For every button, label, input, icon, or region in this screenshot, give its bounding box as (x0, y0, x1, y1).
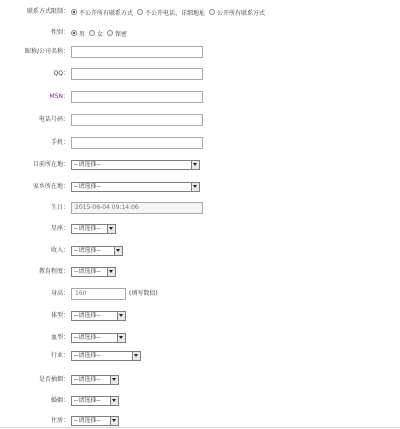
industry-label: 行业： (50, 352, 69, 359)
contact-option-hide-all-label[interactable]: 不公开所有联系方式 (79, 9, 134, 17)
income-select-value: --请选择-- (74, 247, 101, 254)
hometown-row (0, 180, 400, 194)
nickname-label: 昵称/公司名称： (24, 48, 69, 55)
mobile-row (0, 136, 400, 150)
current-location-select[interactable] (71, 160, 200, 170)
height-row (0, 287, 400, 301)
phone-input[interactable] (71, 114, 203, 126)
contact-option-public-all-label[interactable]: 公开所有联系方式 (217, 9, 266, 17)
income-label: 收入： (50, 247, 69, 254)
chevron-down-icon[interactable] (117, 312, 125, 320)
height-hint: (填写数值) (129, 290, 158, 297)
blood-type-label: 血型： (50, 334, 69, 341)
income-row (0, 244, 400, 258)
chevron-down-icon[interactable] (132, 352, 140, 360)
height-input[interactable]: 160 (71, 288, 126, 300)
current-location-select-value: --请选择-- (74, 161, 101, 168)
gender-row (0, 26, 400, 40)
housing-select-value: --请选择-- (74, 417, 101, 424)
education-select-value: --请选择-- (74, 268, 101, 275)
contact-option-public-all-radio[interactable] (209, 9, 215, 15)
blood-type-row (0, 331, 400, 345)
mobile-label: 手机： (50, 139, 69, 146)
gender-male-radio[interactable] (71, 30, 77, 36)
industry-select-value: --请选择-- (74, 352, 101, 359)
chevron-down-icon[interactable] (107, 268, 115, 276)
chevron-down-icon[interactable] (114, 247, 122, 255)
chevron-down-icon[interactable] (191, 161, 199, 169)
education-row (0, 265, 400, 279)
industry-row (0, 349, 400, 363)
height-label: 身高： (50, 290, 69, 297)
phone-row (0, 113, 400, 127)
qq-label: QQ： (53, 70, 69, 77)
smoking-label: 是否抽烟： (38, 376, 69, 383)
income-select[interactable] (71, 246, 123, 256)
birthday-input[interactable]: 2015-06-04 09:14:06 (71, 202, 203, 214)
blood-type-select[interactable] (71, 333, 126, 343)
gender-radio-group (71, 26, 131, 40)
chevron-down-icon[interactable] (110, 376, 118, 384)
contact-option-hide-phone-address-label[interactable]: 不公开电话、详细地址 (145, 9, 206, 17)
msn-label: MSN： (49, 93, 69, 100)
hometown-select-value: --请选择-- (74, 183, 101, 190)
qq-input[interactable] (71, 68, 203, 80)
contact-restriction-radio-group (71, 5, 269, 19)
msn-input[interactable] (71, 91, 203, 103)
body-type-select[interactable] (71, 311, 126, 321)
birthday-label: 生日： (50, 204, 69, 211)
smoking-select-value: --请选择-- (74, 376, 101, 383)
marriage-select-value: --请选择-- (74, 397, 101, 404)
chevron-down-icon[interactable] (117, 334, 125, 342)
chevron-down-icon[interactable] (107, 225, 115, 233)
current-location-row (0, 158, 400, 172)
body-type-row (0, 309, 400, 323)
gender-label: 性别： (50, 29, 69, 36)
smoking-select[interactable] (71, 375, 119, 385)
chevron-down-icon[interactable] (110, 417, 118, 425)
body-type-label: 体型： (50, 312, 69, 319)
gender-male-label[interactable]: 男 (79, 30, 86, 38)
housing-select[interactable] (71, 416, 119, 426)
body-type-select-value: --请选择-- (74, 312, 101, 319)
marriage-select[interactable] (71, 396, 119, 406)
contact-restriction-row (0, 5, 400, 19)
marriage-row (0, 394, 400, 408)
gender-secret-radio[interactable] (107, 30, 113, 36)
gender-female-label[interactable]: 女 (97, 30, 104, 38)
smoking-row (0, 373, 400, 387)
phone-label: 电话号码： (38, 116, 69, 123)
nickname-row (0, 45, 400, 59)
chevron-down-icon[interactable] (191, 183, 199, 191)
gender-female-radio[interactable] (89, 30, 95, 36)
chevron-down-icon[interactable] (110, 397, 118, 405)
hometown-label: 家乡所在地： (32, 183, 69, 190)
bottom-divider (0, 427, 400, 428)
qq-row (0, 67, 400, 81)
housing-label: 住房： (50, 417, 69, 424)
zodiac-row (0, 222, 400, 236)
hometown-select[interactable] (71, 182, 200, 192)
housing-row (0, 414, 400, 428)
industry-select[interactable] (71, 351, 141, 361)
current-location-label: 目前所在地： (32, 161, 69, 168)
blood-type-select-value: --请选择-- (74, 334, 101, 341)
birthday-row (0, 201, 400, 215)
education-label: 教育程度： (38, 268, 69, 275)
nickname-input[interactable] (71, 46, 203, 58)
zodiac-label: 星座： (50, 225, 69, 232)
contact-restriction-label: 联系方式限制： (26, 8, 69, 15)
zodiac-select[interactable] (71, 224, 116, 234)
education-select[interactable] (71, 267, 116, 277)
contact-option-hide-all-radio[interactable] (71, 9, 77, 15)
zodiac-select-value: --请选择-- (74, 225, 101, 232)
msn-row (0, 90, 400, 104)
marriage-label: 婚姻： (50, 397, 69, 404)
mobile-input[interactable] (71, 137, 203, 149)
gender-secret-label[interactable]: 保密 (115, 30, 128, 38)
contact-option-hide-phone-address-radio[interactable] (137, 9, 143, 15)
